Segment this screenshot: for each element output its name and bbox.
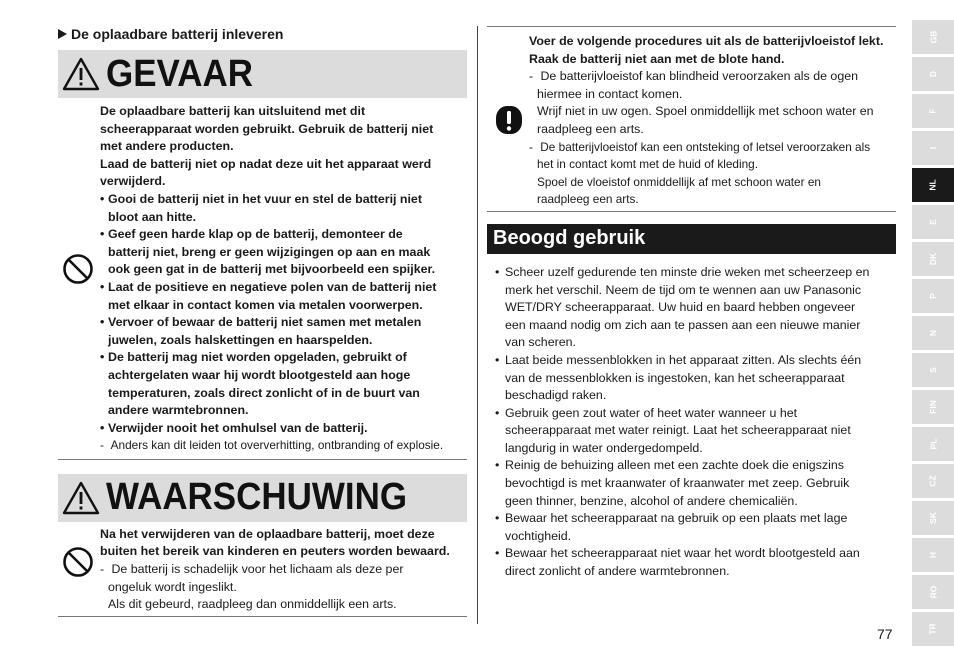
danger-bullet-item: • Gooi de batterij niet in het vuur en stel de batterij niet bloot aan hitte. — [100, 191, 467, 226]
prohibition-icon — [62, 546, 94, 578]
warning-content: Na het verwijderen van de oplaadbare batterij, moet deze buiten het bereik van kinderen en peuters worden bewaard. - De batterij is schadelijk voor het lichaam als deze per ongeluk wordt ingeslikt. Als dit gebeurd, raadpleeg dan onmiddellijk een arts. — [58, 526, 467, 617]
danger-intro: De oplaadbare batterij kan uitsluitend met dit scheerapparaat worden gebruikt. Gebruik de batterij niet met andere producten. Laad de batterij niet op nadat deze uit het apparaat werd verwijderd. — [100, 104, 434, 189]
warning-triangle-icon — [62, 481, 100, 515]
tab-e[interactable]: E — [912, 205, 954, 239]
tab-i[interactable]: I — [912, 131, 954, 165]
warning-title: WAARSCHUWING — [106, 476, 408, 519]
danger-bullet-item: • De batterij mag niet worden opgeladen, gebruikt of achtergelaten waar hij wordt blootgesteld aan hoge temperaturen, zoals direct zonlicht of in de buurt van andere warmtebronnen. — [100, 349, 467, 419]
tab-dk[interactable]: DK — [912, 242, 954, 276]
list-item: • Scheer uzelf gedurende ten minste drie weken met scheerzeep en merk het verschil. Neem de tijd om te wennen aan uw Panasonic WET/DRY scheerapparaat. Uw huid en baard hebben ongeveer een maand nodig om zich aan te passen aan een nieuwe manier van scheren. — [495, 264, 896, 352]
prohibition-icon — [62, 253, 94, 285]
warning-bar — [58, 474, 467, 522]
list-item: • Laat beide messenblokken in het apparaat zitten. Als slechts één van de messenblokken is ingestoken, kan het scheerapparaat beschadigd raken. — [495, 352, 896, 405]
danger-content — [58, 103, 467, 460]
exclamation-icon — [495, 105, 523, 135]
list-item: • Reinig de behuizing alleen met een zachte doek die enigszins bevochtigd is met kraanwater of kraanwater met zeep. Gebruik geen thinner, benzine, alcohol of andere chemicaliën. — [495, 457, 896, 510]
language-tabs — [912, 20, 954, 649]
section-heading: De oplaadbare batterij inleveren — [58, 26, 467, 42]
tab-sk[interactable]: SK — [912, 501, 954, 535]
triangle-bullet-icon — [58, 29, 67, 39]
tab-nl[interactable]: NL — [912, 168, 954, 202]
danger-note: - Anders kan dit leiden tot oververhitting, ontbranding of explosie. — [100, 438, 444, 453]
section-title: Beoogd gebruik — [493, 227, 646, 250]
tab-fin[interactable]: FIN — [912, 390, 954, 424]
danger-bar — [58, 50, 467, 98]
danger-bullet-item: • Geef geen harde klap op de batterij, demonteer de batterij niet, breng er geen wijzigingen op aan en maak ook geen gat in de batterij met bijvoorbeeld een spijker. — [100, 226, 467, 279]
column-divider — [477, 26, 478, 624]
warning-triangle-icon — [62, 57, 100, 91]
right-column — [487, 26, 896, 581]
tab-gb[interactable]: GB — [912, 20, 954, 54]
page-number: 77 — [877, 626, 893, 642]
danger-bullet-item: • Verwijder nooit het omhulsel van de batterij. — [100, 420, 467, 438]
tab-h[interactable]: H — [912, 538, 954, 572]
caution-item: - De batterijvloeistof kan een ontsteking of letsel veroorzaken als — [529, 139, 871, 154]
tab-d[interactable]: D — [912, 57, 954, 91]
danger-bullet-item: • Laat de positieve en negatieve polen van de batterij niet met elkaar in contact komen via metalen voorwerpen. — [100, 279, 467, 314]
tab-cz[interactable]: CZ — [912, 464, 954, 498]
intended-use-list — [487, 264, 896, 581]
tab-p[interactable]: P — [912, 279, 954, 313]
tab-tr[interactable]: TR — [912, 612, 954, 646]
tab-pl[interactable]: PL — [912, 427, 954, 461]
tab-s[interactable]: S — [912, 353, 954, 387]
caution-item: - De batterijvloeistof kan blindheid veroorzaken als de ogen — [529, 69, 858, 84]
danger-bullets — [100, 191, 467, 437]
tab-f[interactable]: F — [912, 94, 954, 128]
leak-caution: Voer de volgende procedures uit als de batterijvloeistof lekt. Raak de batterij niet aan met de blote hand. - De batterijvloeistof kan blindheid veroorzaken als de ogen hiermee in contact komen. Wrijf niet in uw ogen. Spoel onmiddellijk met schoon water en raadpleeg een arts. - De batterijvloeistof kan een ontsteking of letsel veroorzaken als het in contact komt met de huid of kleding. Spoel de vloeistof onmiddellijk af met schoon water en raadpleeg een arts. — [487, 26, 896, 212]
list-item: • Bewaar het scheerapparaat na gebruik op een plaats met lage vochtigheid. — [495, 510, 896, 545]
list-item: • Gebruik geen zout water of heet water wanneer u het scheerapparaat met water reinigt. Laat het scheerapparaat niet langdurig in water ondergedompeld. — [495, 405, 896, 458]
list-item: • Bewaar het scheerapparaat niet waar het wordt blootgesteld aan direct zonlicht of andere warmtebronnen. — [495, 545, 896, 580]
danger-title: GEVAAR — [106, 52, 253, 95]
left-column — [58, 26, 467, 617]
tab-n[interactable]: N — [912, 316, 954, 350]
danger-bullet-item: • Vervoer of bewaar de batterij niet samen met metalen juwelen, zoals halskettingen en haarspelden. — [100, 314, 467, 349]
warning-dash-item: - De batterij is schadelijk voor het lichaam als deze per — [100, 562, 404, 577]
tab-ro[interactable]: RO — [912, 575, 954, 609]
section-title-bar — [487, 224, 896, 254]
